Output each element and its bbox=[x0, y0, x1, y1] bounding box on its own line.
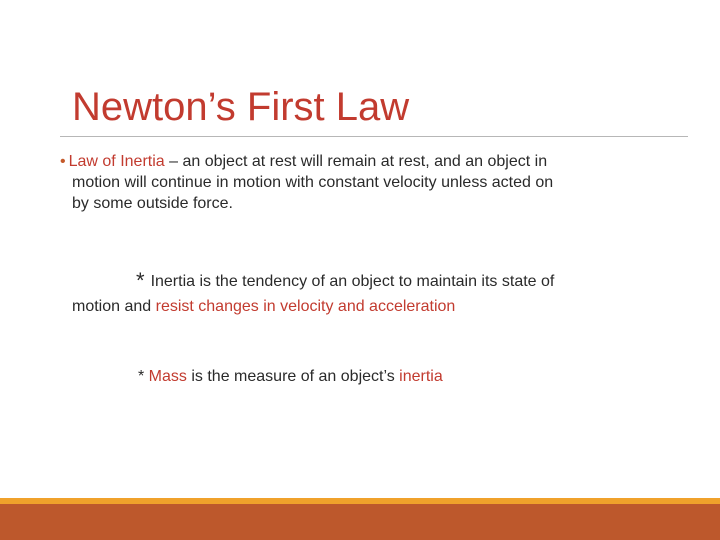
note1-text-a: Inertia is the tendency of an object to maintain its state of bbox=[150, 273, 555, 290]
bullet-law-of-inertia bbox=[60, 151, 660, 214]
slide-title: Newton’s First Law bbox=[72, 85, 410, 129]
bullet-text-line2: motion will continue in motion with constant velocity unless acted on bbox=[72, 174, 554, 191]
bullet-text-line3: by some outside force. bbox=[72, 195, 233, 212]
footer-bar bbox=[0, 504, 720, 540]
note1-text-b: motion and bbox=[72, 298, 156, 315]
note2-highlight: inertia bbox=[399, 368, 443, 385]
title-divider bbox=[60, 136, 688, 137]
note2-text: is the measure of an object’s bbox=[186, 368, 400, 385]
note-mass-definition bbox=[138, 366, 638, 387]
bullet-text-line1: – an object at rest will remain at rest, and an object in bbox=[164, 153, 548, 170]
star-marker: * bbox=[138, 368, 149, 385]
note1-highlight: resist changes in velocity and acceleration bbox=[155, 298, 456, 315]
note-inertia-definition bbox=[72, 268, 672, 319]
bullet-marker: • bbox=[60, 153, 66, 170]
term-law-of-inertia: Law of Inertia bbox=[68, 153, 165, 170]
term-mass: Mass bbox=[148, 368, 187, 385]
star-marker: * bbox=[136, 268, 145, 293]
